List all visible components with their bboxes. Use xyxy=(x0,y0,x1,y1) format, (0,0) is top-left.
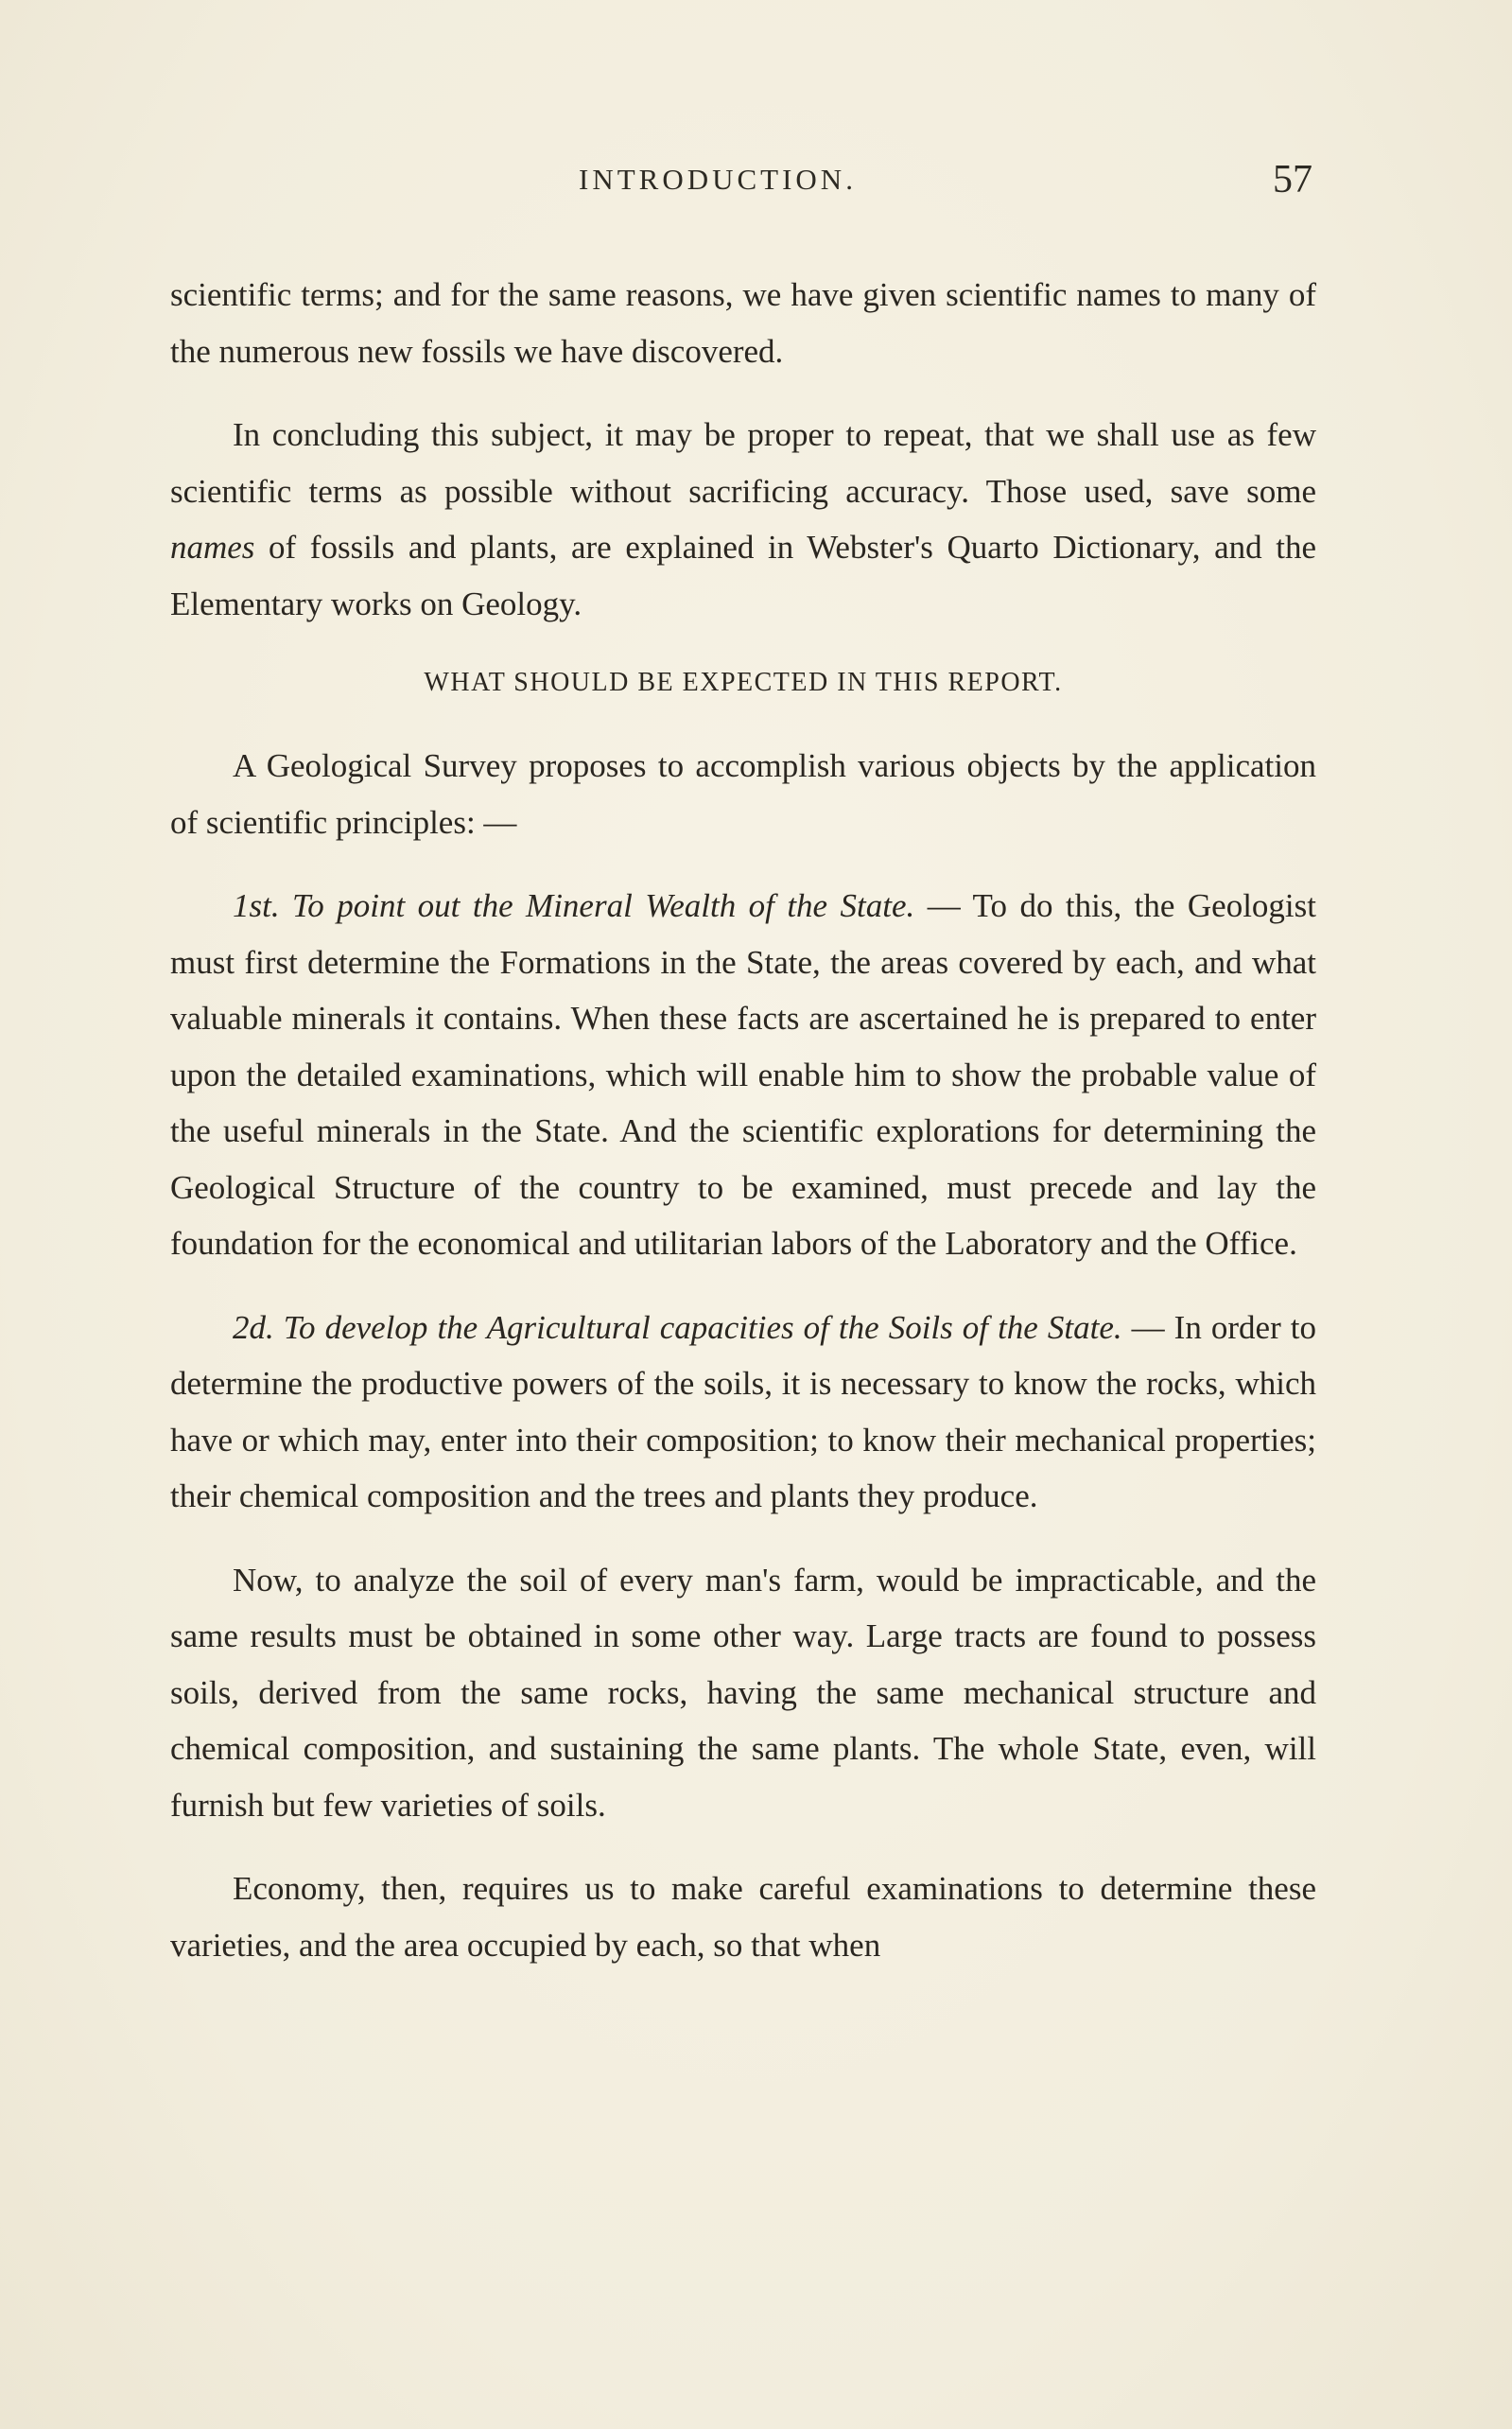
paragraph-soil-analysis: Now, to analyze the soil of every man's farm, would be impracticable, and the same results must be obtained in some other way. Large tracts are found to possess soils, derived from the same rocks, having the same mechanical structure and chemical composition, and sustaining the same plants. The whole State, even, will furnish but few varieties of soils. xyxy=(170,1561,1316,1824)
paragraph-text: In concluding this subject, it may be proper to repeat, that we shall use as few scientific terms as possible without sacrificing accuracy. Those used, save some xyxy=(170,416,1316,510)
emphasis-names: names xyxy=(170,529,255,566)
emphasis-mineral-wealth: 1st. To point out the Mineral Wealth of the State. xyxy=(233,887,915,924)
text-block xyxy=(170,267,1316,1973)
section-heading: WHAT SHOULD BE EXPECTED IN THIS REPORT. xyxy=(424,668,1063,697)
paragraph-text: of fossils and plants, are explained in Webster's Quarto Dictionary, and the Elementary works on Geology. xyxy=(170,529,1316,622)
paragraph-economy: Economy, then, requires us to make careful examinations to determine these varieties, and the area occupied by each, so that when xyxy=(170,1870,1316,1964)
paragraph-scientific-terms xyxy=(170,407,1316,632)
paragraph-continuation: scientific terms; and for the same reasons, we have given scientific names to many of the numerous new fossils we have discovered. xyxy=(170,276,1316,370)
paragraph-text: — In order to determine the productive powers of the soils, it is necessary to know the rocks, which have or which may, enter into their composition; to know their mechanical properties; their chemical composition and the trees and plants they produce. xyxy=(170,1308,1316,1514)
paragraph-mineral-wealth xyxy=(170,878,1316,1272)
page-number: 57 xyxy=(1273,158,1312,201)
paragraph-agricultural-capacities xyxy=(170,1300,1316,1525)
running-head xyxy=(0,158,1512,219)
paragraph-text: — To do this, the Geologist must first determine the Formations in the State, the areas covered by each, and what valuable minerals it contains. When these facts are ascertained he is prepared to enter upon the detailed examinations, which will enable him to show the probable value of the useful minerals in the State. And the scientific explorations for determining the Geological Structure of the country to be examined, must precede and lay the foundation for the economical and utilitarian labors of the Laboratory and the Office. xyxy=(170,887,1316,1262)
emphasis-agricultural: 2d. To develop the Agricultural capacities of the Soils of the State. xyxy=(233,1308,1122,1346)
paragraph-survey-objects: A Geological Survey proposes to accomplish various objects by the application of scientific principles: — xyxy=(170,747,1316,841)
running-title: INTRODUCTION. xyxy=(579,163,857,196)
